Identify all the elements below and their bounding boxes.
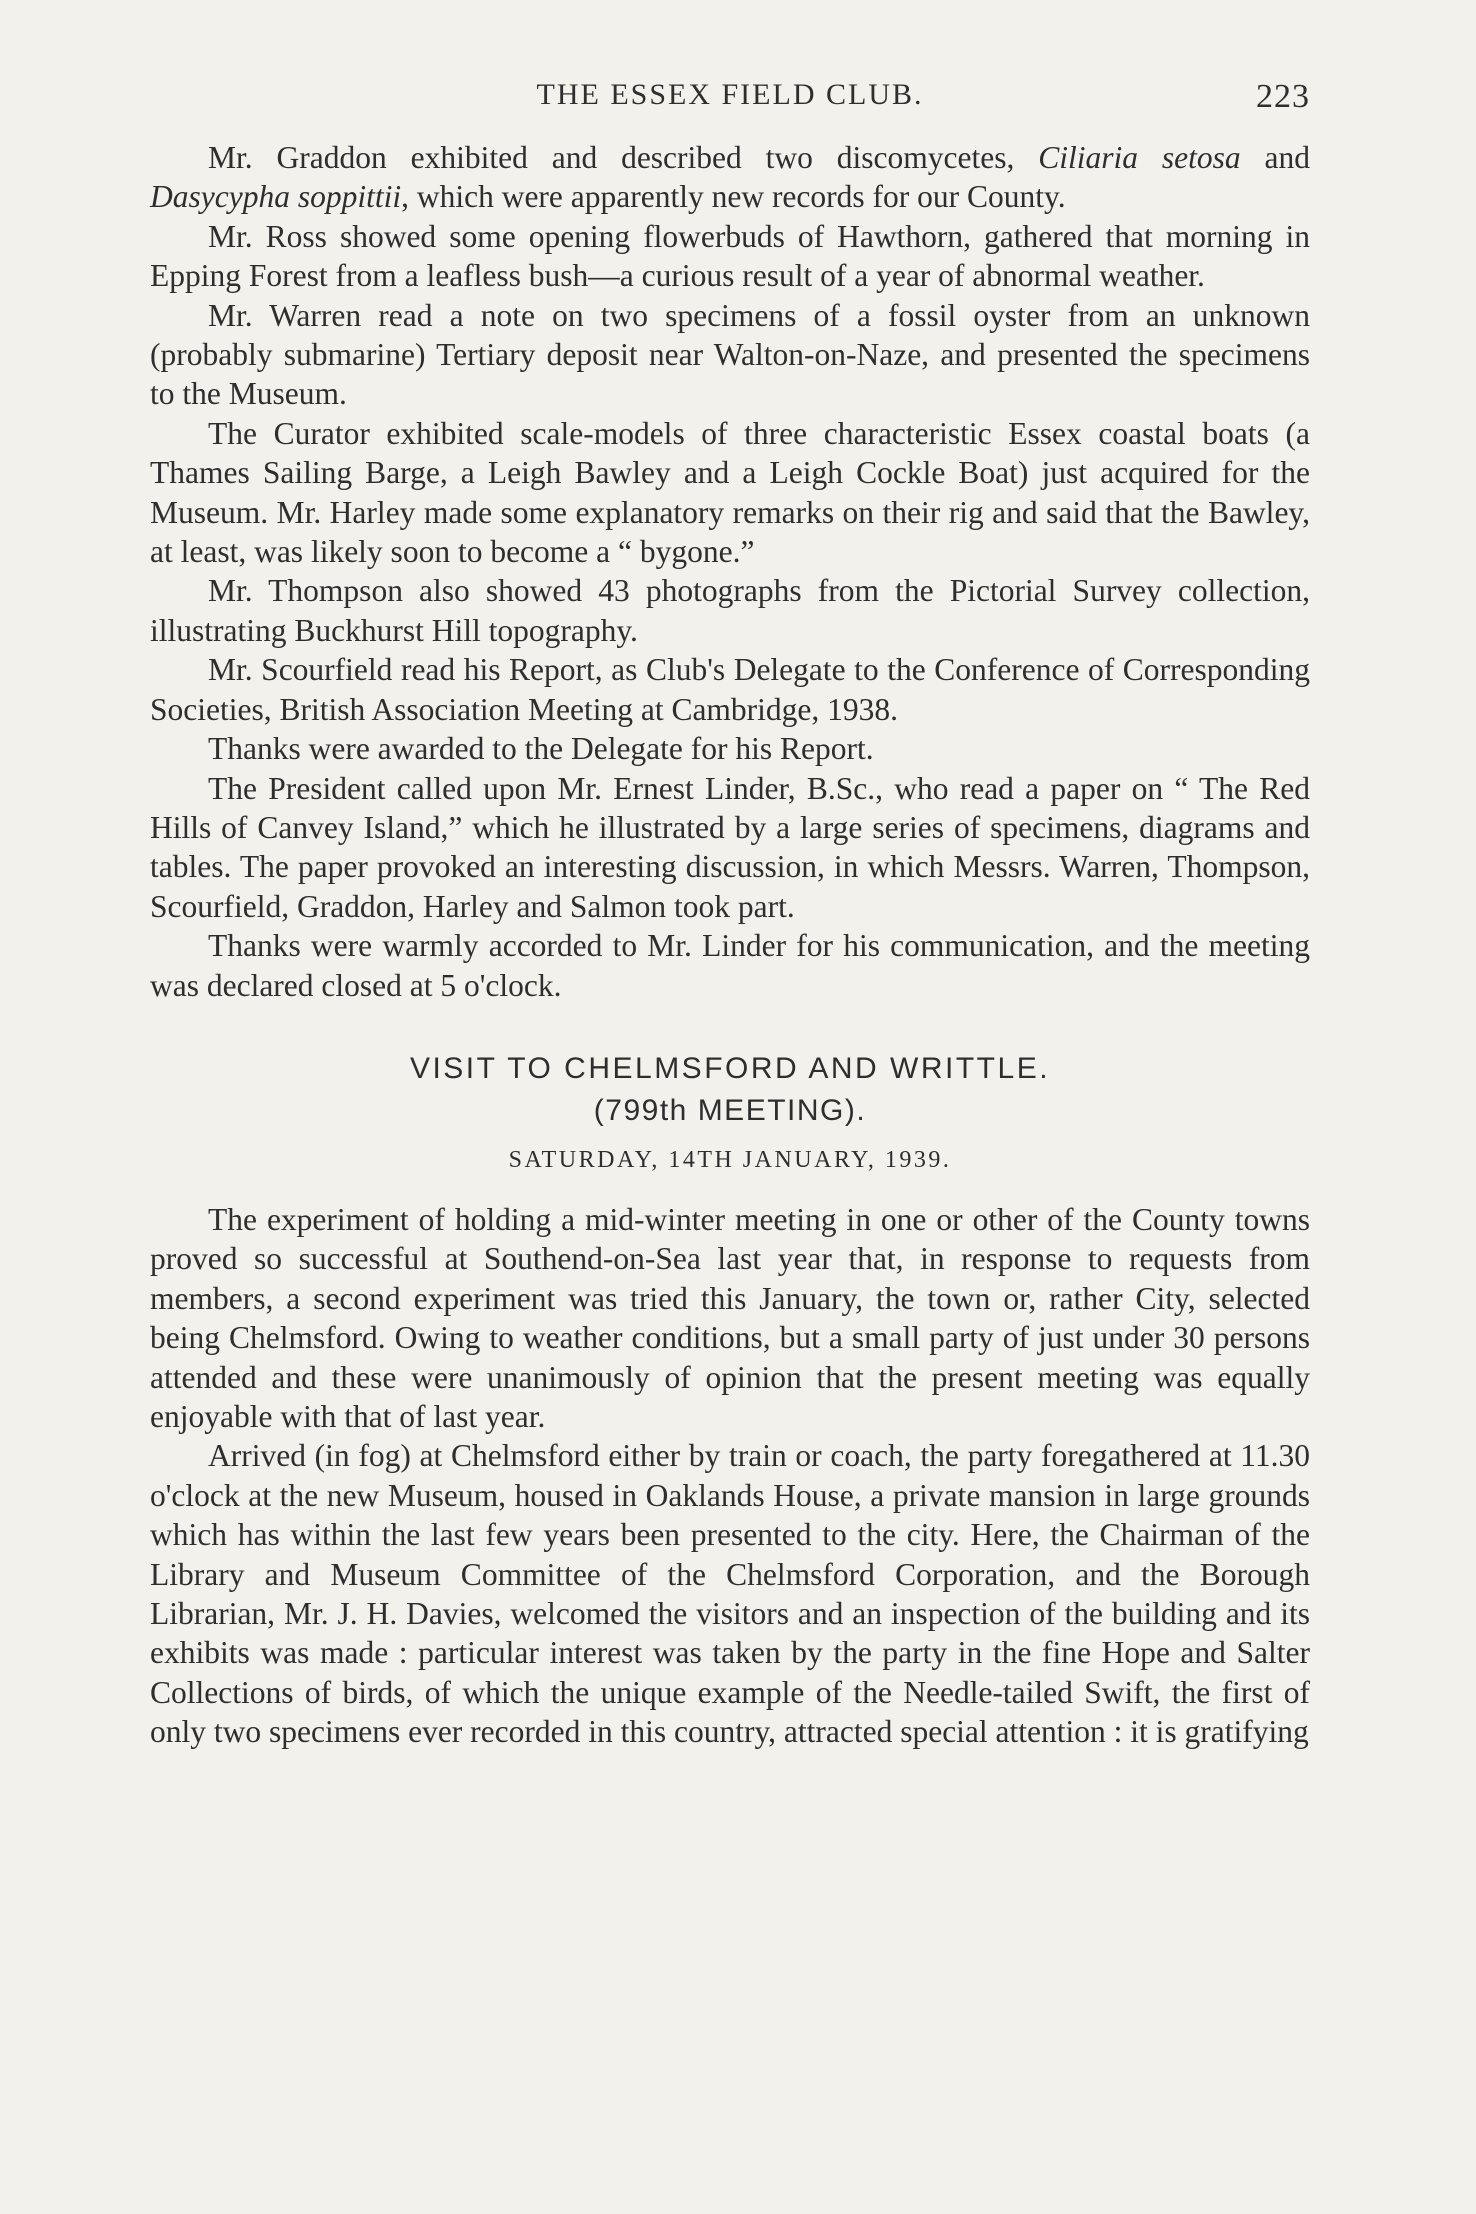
section-date: SATURDAY, 14TH JANUARY, 1939. bbox=[508, 1146, 952, 1173]
paragraph-thanks-delegate: Thanks were awarded to the Delegate for his Report. bbox=[208, 731, 874, 767]
paragraph-scourfield: Mr. Scourfield read his Report, as Club's Delegate to the Conference of Corresponding Societies, British Association Meeting at Cambridge, 1938. bbox=[150, 652, 1310, 727]
section-heading: VISIT TO CHELMSFORD AND WRITTLE. bbox=[409, 1051, 1051, 1085]
running-title: THE ESSEX FIELD CLUB. bbox=[536, 78, 924, 111]
running-header bbox=[150, 70, 1310, 126]
paragraph-president: The President called upon Mr. Ernest Linder, B.Sc., who read a paper on “ The Red Hills of Canvey Island,” which he illustrated by a large series of specimens, diagrams and tables. The paper provoked an interesting discussion, in which Messrs. Warren, Thompson, Scourfield, Graddon, Harley and Salmon took part. bbox=[150, 770, 1310, 924]
paragraph-thanks-linder: Thanks were warmly accorded to Mr. Linder for his communication, and the meeting was declared closed at 5 o'clock. bbox=[150, 928, 1310, 1003]
document-page bbox=[150, 70, 1310, 1752]
page-number: 223 bbox=[1256, 78, 1310, 115]
paragraph-warren: Mr. Warren read a note on two specimens of a fossil oyster from an unknown (probably submarine) Tertiary deposit near Walton-on-Naze, and presented the specimens to the Museum. bbox=[150, 297, 1310, 412]
paragraph-arrival: Arrived (in fog) at Chelmsford either by train or coach, the party foregathered at 11.30 o'clock at the new Museum, housed in Oaklands House, a private mansion in large grounds which has within the last few years been presented to the city. Here, the Chairman of the Library and Museum Committee of the Chelmsford Corporation, and the Borough Librarian, Mr. J. H. Davies, welcomed the visitors and an inspection of the building and its exhibits was made : particular interest was taken by the party in the fine Hope and Salter Collections of birds, of which the unique example of the Needle-tailed Swift, the first of only two specimens ever recorded in this country, attracted special attention : it is gratifying bbox=[150, 1438, 1310, 1750]
section-subheading: (799th MEETING). bbox=[593, 1093, 867, 1127]
paragraph-thompson: Mr. Thompson also showed 43 photographs from the Pictorial Survey collection, illustrating Buckhurst Hill topography. bbox=[150, 573, 1310, 648]
paragraph-experiment: The experiment of holding a mid-winter meeting in one or other of the County towns proved so successful at Southend-on-Sea last year that, in response to requests from members, a second experiment was tried this January, the town or, rather City, selected being Chelmsford. Owing to weather conditions, but a small party of just under 30 persons attended and these were unanimously of opinion that the present meeting was equally enjoyable with that of last year. bbox=[150, 1201, 1310, 1434]
paragraph-graddon: Mr. Graddon exhibited and described two discomycetes, Ciliaria setosa and Dasycypha soppittii, which were apparently new records for our County. bbox=[150, 140, 1310, 215]
paragraph-curator: The Curator exhibited scale-models of three characteristic Essex coastal boats (a Thames Sailing Barge, a Leigh Bawley and a Leigh Cockle Boat) just acquired for the Museum. Mr. Harley made some explanatory remarks on their rig and said that the Bawley, at least, was likely soon to become a “ bygone.” bbox=[150, 415, 1310, 570]
species-name: Ciliaria setosa bbox=[1038, 140, 1241, 175]
paragraph-ross: Mr. Ross showed some opening flowerbuds of Hawthorn, gathered that morning in Epping Forest from a leafless bush—a curious result of a year of abnormal weather. bbox=[150, 218, 1310, 294]
species-name: Dasycypha soppittii bbox=[150, 179, 402, 215]
